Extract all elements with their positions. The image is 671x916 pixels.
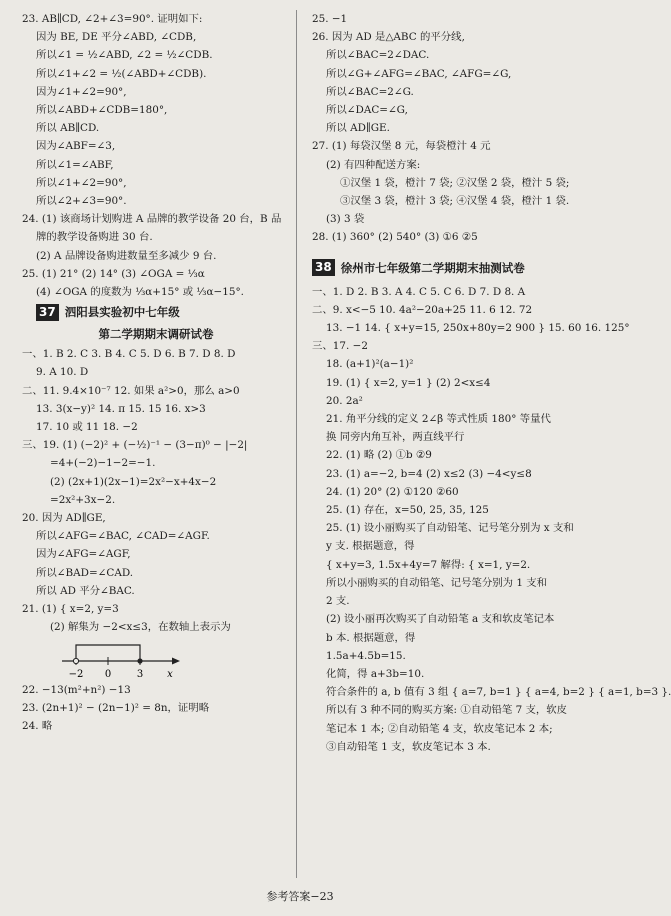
answer-line: (2) 解集为 −2<x≤3，在数轴上表示为 [50, 621, 231, 634]
axis-arrow [172, 657, 180, 664]
answer-line: 24. 略 [22, 719, 53, 732]
section-38-header [312, 257, 592, 279]
answer-line: =2x²+3x−2. [50, 493, 116, 506]
tick-label: 0 [104, 668, 112, 680]
open-endpoint [73, 658, 78, 663]
answer-line: 所以∠BAC=2∠G. [326, 85, 414, 98]
answer-line: (3) 3 袋 [326, 213, 365, 226]
section-number-badge: 37 [36, 304, 59, 321]
answer-line: 24. (1) 该商场计划购进 A 品牌的教学设备 20 台，B 品 [22, 213, 282, 226]
answer-line: { x+y=3, 1.5x+4y=7 解得: { x=1, y=2. [326, 558, 531, 571]
right-answers-bottom [312, 283, 671, 756]
answer-line: 符合条件的 a, b 值有 3 组 { a=7, b=1 } { a=4, b=2 } { a=1, b=3 }. [326, 686, 671, 699]
answer-line: 27. (1) 每袋汉堡 8 元，每袋橙汁 4 元 [312, 140, 491, 153]
answer-line: 25. (1) 存在，x=50, 25, 35, 125 [326, 504, 489, 517]
answer-line: 23. (2n+1)² − (2n−1)² = 8n，证明略 [22, 701, 210, 714]
tick-label: 3 [136, 668, 144, 680]
answer-line: 所以 AD∥GE. [326, 122, 390, 135]
answer-line: (4) ∠OGA 的度数为 ⅓α+15° 或 ⅓α−15°. [36, 286, 244, 299]
answer-line: 二、9. x<−5 10. 4a²−20a+25 11. 6 12. 72 [312, 303, 533, 316]
answer-line: 13. 3(x−y)² 14. π 15. 15 16. x>3 [36, 402, 206, 415]
answer-line: 26. 因为 AD 是△ABC 的平分线, [312, 31, 465, 44]
answer-line: 所以∠1+∠2=90°, [36, 176, 127, 189]
answer-line: 25. −1 [312, 13, 348, 25]
left-column [22, 10, 290, 735]
closed-endpoint [137, 658, 142, 663]
answer-line: ①汉堡 1 袋，橙汁 7 袋; ②汉堡 2 袋，橙汁 5 袋; [340, 176, 570, 189]
answer-line: 28. (1) 360° (2) 540° (3) ①6 ②5 [312, 231, 478, 244]
column-divider [296, 10, 297, 878]
answer-line: 一、1. D 2. B 3. A 4. C 5. C 6. D 7. D 8. A [312, 285, 526, 298]
answer-line: 因为∠1+∠2=90°, [36, 85, 127, 98]
section-37-header [36, 301, 290, 323]
right-column [312, 10, 671, 756]
answer-line: 20. 2a² [326, 394, 363, 407]
section-title: 徐州市七年级第二学期期末抽测试卷 [340, 260, 525, 275]
answer-line: 所以小丽购买的自动铅笔、记号笔分别为 1 支和 [326, 576, 548, 589]
answer-line: 22. −13(m²+n²) −13 [22, 683, 131, 696]
answer-line: 所以∠BAD=∠CAD. [36, 566, 134, 579]
answer-line: (2) 设小丽再次购买了自动铅笔 a 支和软皮笔记本 [326, 613, 555, 626]
answer-line: 所以∠1=∠ABF, [36, 158, 114, 171]
answer-line: 三、17. −2 [312, 340, 368, 353]
answer-line: 因为∠ABF=∠3, [36, 140, 116, 153]
answer-line: 21. 角平分线的定义 2∠β 等式性质 180° 等量代 [326, 413, 551, 426]
answer-line: 换 同旁内角互补，两直线平行 [326, 431, 465, 444]
answer-line: 13. −1 14. { x+y=15, 250x+80y=2 900 } 15. 60 16. 125° [326, 322, 630, 335]
answer-line: 所以∠DAC=∠G, [326, 104, 408, 117]
answer-line: 25. (1) 设小丽购买了自动铅笔、记号笔分别为 x 支和 [326, 522, 574, 535]
answer-line: 17. 10 或 11 18. −2 [36, 421, 138, 434]
answer-line: 18. (a+1)²(a−1)² [326, 358, 414, 371]
left-answers-mid [22, 345, 290, 636]
answer-line: 22. (1) 略 (2) ①b ②9 [326, 449, 432, 462]
answer-line: 23. (1) a=−2, b=4 (2) x≤2 (3) −4<y≤8 [326, 467, 532, 480]
answer-line: 所以 AD 平分∠BAC. [36, 584, 135, 597]
answer-line: 所以∠2+∠3=90°. [36, 195, 127, 208]
axis-variable-label: x [167, 668, 173, 680]
answer-line: ③自动铅笔 1 支，软皮笔记本 3 本. [326, 740, 491, 753]
section-number-badge: 38 [312, 259, 335, 276]
answer-line: y 支. 根据题意，得 [326, 540, 415, 553]
tick-label: −2 [68, 668, 84, 680]
section-subtitle: 第二学期期末调研试卷 [98, 327, 214, 342]
answer-line: =4+(−2)−1−2=−1. [50, 457, 156, 470]
right-answers-top [312, 10, 592, 247]
answer-line: (2) (2x+1)(2x−1)=2x²−x+4x−2 [50, 475, 217, 488]
answer-line: 所以∠1+∠2 = ½(∠ABD+∠CDB). [36, 67, 207, 80]
answer-line: 笔记本 1 本; ②自动铅笔 4 支，软皮笔记本 2 本; [326, 722, 553, 735]
answer-line: 所以∠G+∠AFG=∠BAC, ∠AFG=∠G, [326, 67, 512, 80]
left-answers-top [22, 10, 290, 301]
answer-line: (2) 有四种配送方案: [326, 158, 421, 171]
answer-line: 25. (1) 21° (2) 14° (3) ∠OGA = ⅓α [22, 267, 205, 280]
answer-line: 二、11. 9.4×10⁻⁷ 12. 如果 a²>0，那么 a>0 [22, 384, 240, 397]
answer-line: 所以有 3 种不同的购买方案: ①自动铅笔 7 支，软皮 [326, 704, 568, 717]
answer-line: 所以∠BAC=2∠DAC. [326, 49, 430, 62]
answer-line: 所以 AB∥CD. [36, 122, 100, 135]
answer-line: 因为 BE, DE 平分∠ABD, ∠CDB, [36, 31, 197, 44]
answer-line: 21. (1) { x=2, y=3 [22, 603, 119, 616]
answer-line: 一、1. B 2. C 3. B 4. C 5. D 6. B 7. D 8. D [22, 348, 236, 361]
answer-line: b 本. 根据题意，得 [326, 631, 416, 644]
answer-line: 20. 因为 AD∥GE, [22, 512, 106, 525]
answer-line: 所以∠AFG=∠BAC, ∠CAD=∠AGF. [36, 530, 210, 543]
answer-line: 2 支. [326, 595, 350, 608]
answer-line: 牌的教学设备购进 30 台. [36, 231, 153, 244]
answer-line: 三、19. (1) (−2)² + (−½)⁻¹ − (3−π)⁰ − |−2| [22, 439, 248, 452]
answer-line: 9. A 10. D [36, 366, 89, 379]
answer-line: 所以∠ABD+∠CDB=180°, [36, 104, 168, 117]
section-title: 泗阳县实验初中七年级 [64, 305, 180, 320]
page-footer: 参考答案−23 [266, 890, 334, 903]
answer-line: ③汉堡 3 袋，橙汁 3 袋; ④汉堡 4 袋，橙汁 1 袋. [340, 195, 570, 208]
answer-line: 因为∠AFG=∠AGF, [36, 548, 131, 561]
number-line-figure [58, 637, 290, 681]
answer-line: 24. (1) 20° (2) ①120 ②60 [326, 485, 459, 498]
number-line-svg [58, 637, 188, 681]
answer-line: 1.5a+4.5b=15. [326, 649, 406, 662]
answer-line: 19. (1) { x=2, y=1 } (2) 2<x≤4 [326, 376, 491, 389]
answer-line: 化简，得 a+3b=10. [326, 667, 425, 680]
answer-line: 23. AB∥CD, ∠2+∠3=90°. 证明如下: [22, 13, 203, 25]
answer-line: 所以∠1 = ½∠ABD, ∠2 = ½∠CDB. [36, 49, 213, 62]
left-answers-bottom [22, 681, 290, 736]
answer-line: (2) A 品牌设备购进数量至多减少 9 台. [36, 249, 217, 262]
